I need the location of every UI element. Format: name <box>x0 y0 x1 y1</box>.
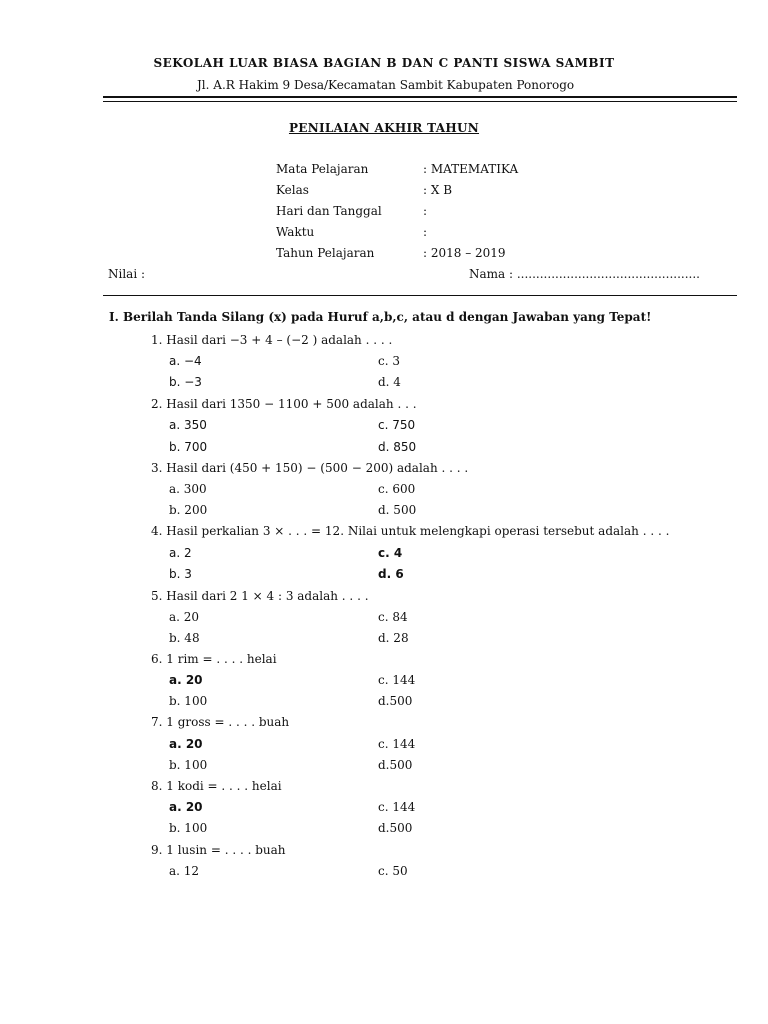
question-4: 4. Hasil perkalian 3 × . . . = 12. Nilai untuk melengkapi operasi tersebut adalah . . . . <box>151 524 670 538</box>
option-a: a. 20 <box>169 673 203 687</box>
question-7: 7. 1 gross = . . . . buah <box>151 715 290 729</box>
exam-title: PENILAIAN AKHIR TAHUN <box>288 121 480 135</box>
option-b: b. 48 <box>169 631 200 645</box>
option-d: d. 500 <box>378 503 417 517</box>
question-1: 1. Hasil dari −3 + 4 – (−2 ) adalah . . . . <box>151 333 393 347</box>
option-c: c. 144 <box>378 673 416 687</box>
question-5: 5. Hasil dari 2 1 × 4 : 3 adalah . . . . <box>151 589 369 603</box>
option-a: a. −4 <box>169 354 202 368</box>
header-divider-thick <box>103 96 737 98</box>
school-address: Jl. A.R Hakim 9 Desa/Kecamatan Sambit Kabupaten Ponorogo <box>197 78 575 92</box>
option-c: c. 144 <box>378 800 416 814</box>
option-d: d. 28 <box>378 631 409 645</box>
option-a: a. 20 <box>169 800 203 814</box>
option-a: a. 350 <box>169 418 207 432</box>
option-b: b. 700 <box>169 440 208 454</box>
option-b: b. −3 <box>169 375 202 389</box>
school-name: SEKOLAH LUAR BIASA BAGIAN B DAN C PANTI SISWA SAMBIT <box>153 56 615 70</box>
option-c: c. 600 <box>378 482 416 496</box>
option-b: b. 200 <box>169 503 208 517</box>
nama-label: Nama : ................................................ <box>469 267 700 281</box>
section-divider <box>103 295 737 296</box>
option-b: b. 100 <box>169 694 208 708</box>
option-d: d.500 <box>378 758 413 772</box>
option-d: d.500 <box>378 821 413 835</box>
option-b: b. 100 <box>169 821 208 835</box>
info-value: : <box>423 225 428 239</box>
info-value: : 2018 – 2019 <box>423 246 506 260</box>
info-value: : MATEMATIKA <box>423 162 519 176</box>
info-value: : <box>423 204 428 218</box>
info-label: Mata Pelajaran <box>276 162 369 176</box>
option-a: a. 12 <box>169 864 200 878</box>
question-8: 8. 1 kodi = . . . . helai <box>151 779 282 793</box>
option-c: c. 84 <box>378 610 408 624</box>
question-6: 6. 1 rim = . . . . helai <box>151 652 277 666</box>
option-d: d. 4 <box>378 375 401 389</box>
option-b: b. 3 <box>169 567 192 581</box>
info-label: Kelas <box>276 183 309 197</box>
info-label: Hari dan Tanggal <box>276 204 382 218</box>
info-value: : X B <box>423 183 453 197</box>
option-d: d. 6 <box>378 567 404 581</box>
option-a: a. 20 <box>169 610 200 624</box>
question-2: 2. Hasil dari 1350 − 1100 + 500 adalah . . . <box>151 397 417 411</box>
nilai-label: Nilai : <box>108 267 146 281</box>
option-c: c. 144 <box>378 737 416 751</box>
option-d: d. 850 <box>378 440 417 454</box>
info-label: Waktu <box>276 225 315 239</box>
option-a: a. 2 <box>169 546 192 560</box>
option-c: c. 50 <box>378 864 408 878</box>
info-label: Tahun Pelajaran <box>276 246 375 260</box>
header-divider-thin <box>103 101 737 102</box>
option-c: c. 3 <box>378 354 400 368</box>
question-3: 3. Hasil dari (450 + 150) − (500 − 200) adalah . . . . <box>151 461 469 475</box>
instruction: I. Berilah Tanda Silang (x) pada Huruf a,b,c, atau d dengan Jawaban yang Tepat! <box>109 310 652 324</box>
question-9: 9. 1 lusin = . . . . buah <box>151 843 286 857</box>
option-d: d.500 <box>378 694 413 708</box>
option-b: b. 100 <box>169 758 208 772</box>
option-a: a. 20 <box>169 737 203 751</box>
option-c: c. 4 <box>378 546 403 560</box>
option-c: c. 750 <box>378 418 416 432</box>
option-a: a. 300 <box>169 482 207 496</box>
